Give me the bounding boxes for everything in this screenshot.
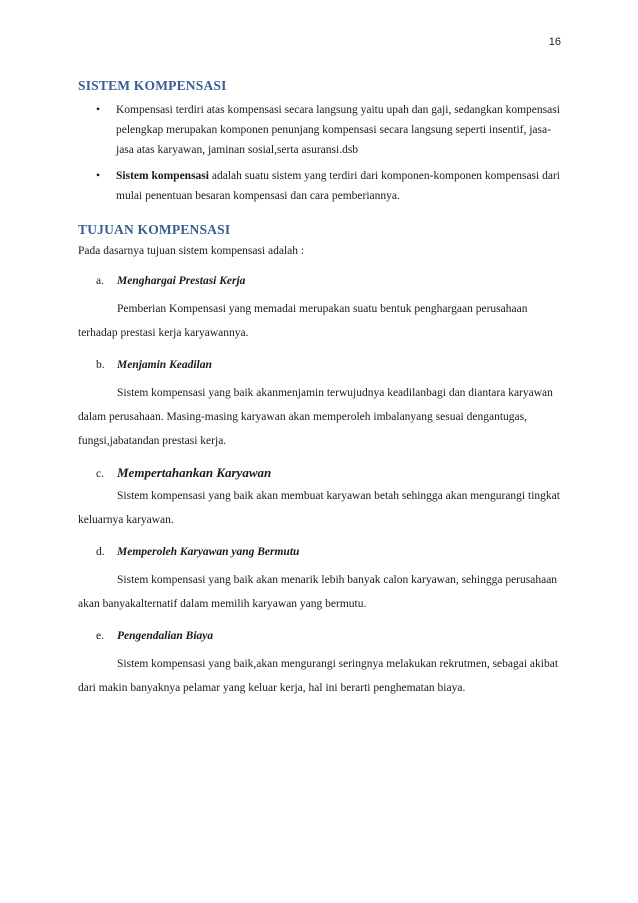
bullet-icon: • [96,170,101,183]
goal-letter: e. [96,629,104,642]
section-heading-sistem-kompensasi: SISTEM KOMPENSASI [78,78,227,93]
document-body [78,76,563,700]
goal-letter: d. [96,545,105,558]
bullet-item [78,166,563,206]
goal-item-a [78,271,563,345]
goal-letter: a. [96,274,104,287]
goal-body: Sistem kompensasi yang baik akan menarik lebih banyak calon karyawan, sehingga perusahaan akan banyakalternatif dalam memilih karyawan yang bermutu. [78,573,558,610]
goal-title: Mempertahankan Karyawan [117,464,272,480]
bullet-item [78,100,563,160]
goal-body: Pemberian Kompensasi yang memadai merupakan suatu bentuk penghargaan perusahaan terhadap prestasi kerja karyawannya. [78,302,528,339]
goal-item-b [78,355,563,453]
bullet-text: adalah suatu sistem yang terdiri dari komponen-komponen kompensasi dari mulai penentuan besaran kompensasi dan cara pemberiannya. [116,170,560,203]
goal-body: Sistem kompensasi yang baik,akan mengurangi seringnya melakukan rekrutmen, sebagai akibat dari makin banyaknya pelamar yang keluar kerja, hal ini berarti penghematan biaya. [78,657,559,694]
goal-title: Pengendalian Biaya [117,629,214,642]
goal-letter: c. [96,467,104,480]
bullet-bold-term: Sistem kompensasi [116,170,209,183]
goal-item-d [78,542,563,616]
section-heading-tujuan-kompensasi: TUJUAN KOMPENSASI [78,222,231,238]
goal-letter: b. [96,358,105,371]
goal-body: Sistem kompensasi yang baik akan membuat karyawan betah sehingga akan mengurangi tingkat keluarnya karyawan. [78,489,560,526]
intro-text: Pada dasarnya tujuan sistem kompensasi adalah : [78,244,305,257]
goal-body: Sistem kompensasi yang baik akanmenjamin terwujudnya keadilanbagi dan diantara karyawan dalam perusahaan. Masing-masing karyawan akan memperoleh imbalanyang sesuai dengantugas, fungsi,jabatandan prestasi kerja. [78,386,553,447]
goal-title: Memperoleh Karyawan yang Bermutu [117,545,300,558]
bullet-icon: • [96,104,101,117]
goal-title: Menjamin Keadilan [117,358,212,371]
goal-title: Menghargai Prestasi Kerja [117,274,246,287]
bullet-list [78,100,563,206]
bullet-text: Kompensasi terdiri atas kompensasi secara langsung yaitu upah dan gaji, sedangkan kompensasi pelengkap merupakan komponen penunjang kompensasi secara langsung seperti insentif, jasa-jasa atas karyawan, jaminan sosial,serta asuransi.dsb [116,104,560,157]
goal-item-c [78,463,563,532]
page-number: 16 [548,36,561,48]
goal-item-e [78,626,563,700]
